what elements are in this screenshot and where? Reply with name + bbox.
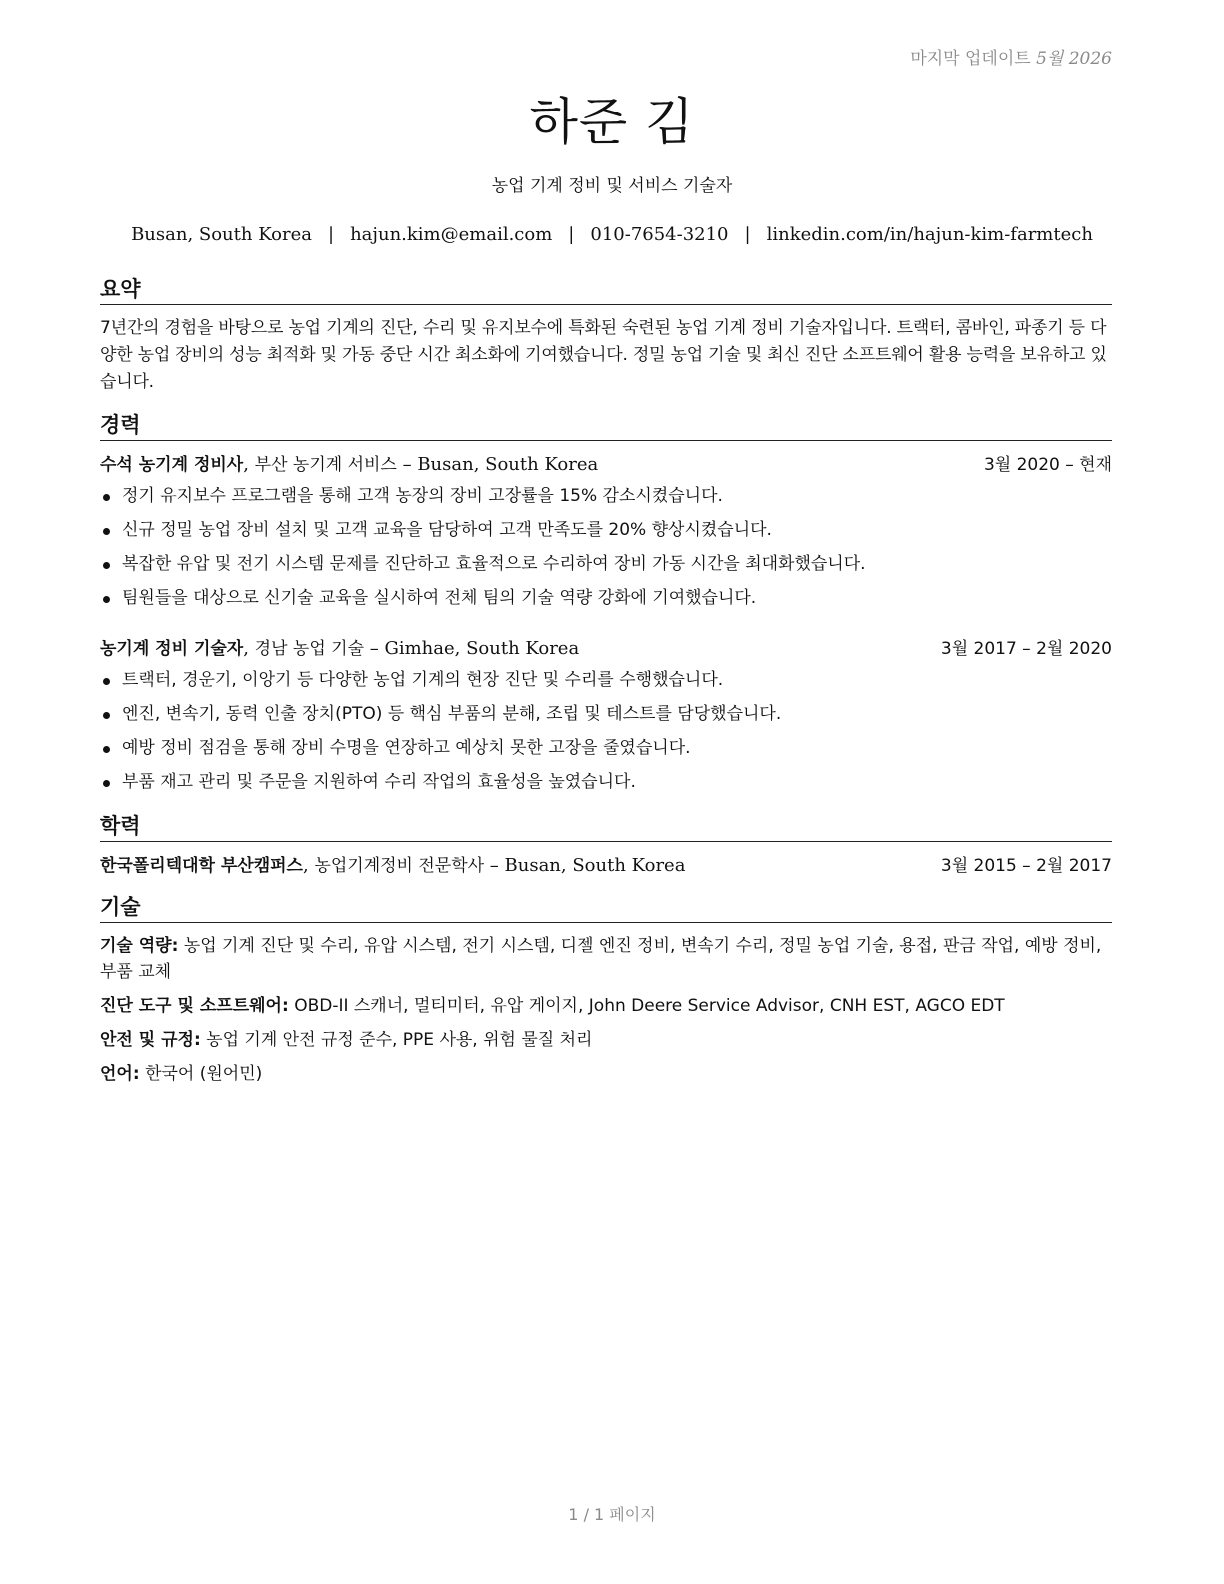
skill-label: 언어: — [100, 1064, 140, 1084]
job-dates: 3월 2017 – 2월 2020 — [940, 639, 1112, 659]
education-entry — [100, 852, 1112, 880]
candidate-name: 하준 김 — [529, 93, 695, 151]
job-bullet: 예방 정비 점검을 통해 장비 수명을 연장하고 예상치 못한 고장을 줄였습니다. — [100, 731, 1112, 765]
job-company: 경남 농업 기술 — [254, 639, 365, 659]
education-location: Busan, South Korea — [504, 855, 686, 876]
contact-email[interactable]: hajun.kim@email.com — [350, 224, 553, 245]
contact-separator: | — [568, 224, 575, 245]
skill-item — [100, 1061, 1112, 1087]
last-updated-label: 마지막 업데이트 — [910, 49, 1031, 69]
skills-heading: 기술 — [100, 894, 1112, 923]
job-location: Busan, South Korea — [417, 454, 599, 475]
job-dates: 3월 2020 – 현재 — [983, 455, 1112, 475]
skills-list — [100, 933, 1112, 1087]
job-header — [100, 451, 1112, 479]
experience-heading: 경력 — [100, 412, 1112, 441]
job-role: 수석 농기계 정비사 — [100, 455, 244, 475]
job-title-line: 수석 농기계 정비사, 부산 농기계 서비스 – Busan, South Korea — [100, 454, 599, 475]
contact-phone[interactable]: 010-7654-3210 — [590, 224, 729, 245]
job-location: Gimhae, South Korea — [384, 638, 580, 659]
skill-value: OBD-II 스캐너, 멀티미터, 유압 게이지, John Deere Service Advisor, CNH EST, AGCO EDT — [294, 996, 1005, 1016]
job-entry — [100, 635, 1112, 799]
skill-value: 농업 기계 진단 및 수리, 유압 시스템, 전기 시스템, 디젤 엔진 정비, 변속기 수리, 정밀 농업 기술, 용접, 판금 작업, 예방 정비, 부품 교체 — [100, 936, 1102, 982]
summary-heading: 요약 — [100, 276, 1112, 305]
education-school: 한국폴리텍대학 부산캠퍼스 — [100, 856, 303, 876]
last-updated-year: 2026 — [1068, 49, 1112, 69]
contact-line — [0, 224, 1224, 245]
skill-label: 기술 역량: — [100, 936, 179, 956]
skill-label: 진단 도구 및 소프트웨어: — [100, 996, 289, 1016]
job-bullet: 부품 재고 관리 및 주문을 지원하여 수리 작업의 효율성을 높였습니다. — [100, 765, 1112, 799]
job-bullet: 팀원들을 대상으로 신기술 교육을 실시하여 전체 팀의 기술 역량 강화에 기여했습니다. — [100, 581, 1112, 615]
last-updated-month: 5월 — [1036, 49, 1064, 69]
education-degree: 농업기계정비 전문학사 — [314, 856, 485, 876]
contact-linkedin[interactable]: linkedin.com/in/hajun-kim-farmtech — [766, 224, 1093, 245]
candidate-title: 농업 기계 정비 및 서비스 기술자 — [491, 176, 733, 196]
job-header — [100, 635, 1112, 663]
skill-label: 안전 및 규정: — [100, 1030, 201, 1050]
job-bullet: 신규 정밀 농업 장비 설치 및 고객 교육을 담당하여 고객 만족도를 20% 향상시켰습니다. — [100, 513, 1112, 547]
skill-item — [100, 933, 1112, 985]
skill-item — [100, 993, 1112, 1019]
job-role: 농기계 정비 기술자 — [100, 639, 244, 659]
education-heading: 학력 — [100, 813, 1112, 842]
job-bullet: 트랙터, 경운기, 이앙기 등 다양한 농업 기계의 현장 진단 및 수리를 수행했습니다. — [100, 663, 1112, 697]
skill-value: 농업 기계 안전 규정 준수, PPE 사용, 위험 물질 처리 — [206, 1030, 593, 1050]
job-bullets — [100, 663, 1112, 799]
job-bullet: 복잡한 유압 및 전기 시스템 문제를 진단하고 효율적으로 수리하여 장비 가동 시간을 최대화했습니다. — [100, 547, 1112, 581]
contact-separator: | — [744, 224, 751, 245]
job-title-line: 농기계 정비 기술자, 경남 농업 기술 – Gimhae, South Korea — [100, 638, 580, 659]
summary-text: 7년간의 경험을 바탕으로 농업 기계의 진단, 수리 및 유지보수에 특화된 숙련된 농업 기계 정비 기술자입니다. 트랙터, 콤바인, 파종기 등 다양한 농업 장비의 성능 최적화 및 가동 중단 시간 최소화에 기여했습니다. 정밀 농업 기술 및 최신 진단 소프트웨어 활용 능력을 보유하고 있습니다. — [100, 318, 1107, 392]
last-updated — [910, 44, 1112, 69]
page-number: 1 / 1 페이지 — [568, 1505, 656, 1524]
job-bullet: 정기 유지보수 프로그램을 통해 고객 농장의 장비 고장률을 15% 감소시켰습니다. — [100, 479, 1112, 513]
resume-body — [100, 276, 1112, 1095]
contact-location: Busan, South Korea — [131, 224, 312, 245]
job-entry — [100, 451, 1112, 615]
education-line: 한국폴리텍대학 부산캠퍼스, 농업기계정비 전문학사 – Busan, South Korea — [100, 855, 686, 876]
skill-item — [100, 1027, 1112, 1053]
skill-value: 한국어 (원어민) — [145, 1064, 263, 1084]
job-bullets — [100, 479, 1112, 615]
contact-separator: | — [328, 224, 335, 245]
education-dates: 3월 2015 – 2월 2017 — [940, 856, 1112, 876]
job-company: 부산 농기계 서비스 — [254, 455, 397, 475]
job-bullet: 엔진, 변속기, 동력 인출 장치(PTO) 등 핵심 부품의 분해, 조립 및 테스트를 담당했습니다. — [100, 697, 1112, 731]
